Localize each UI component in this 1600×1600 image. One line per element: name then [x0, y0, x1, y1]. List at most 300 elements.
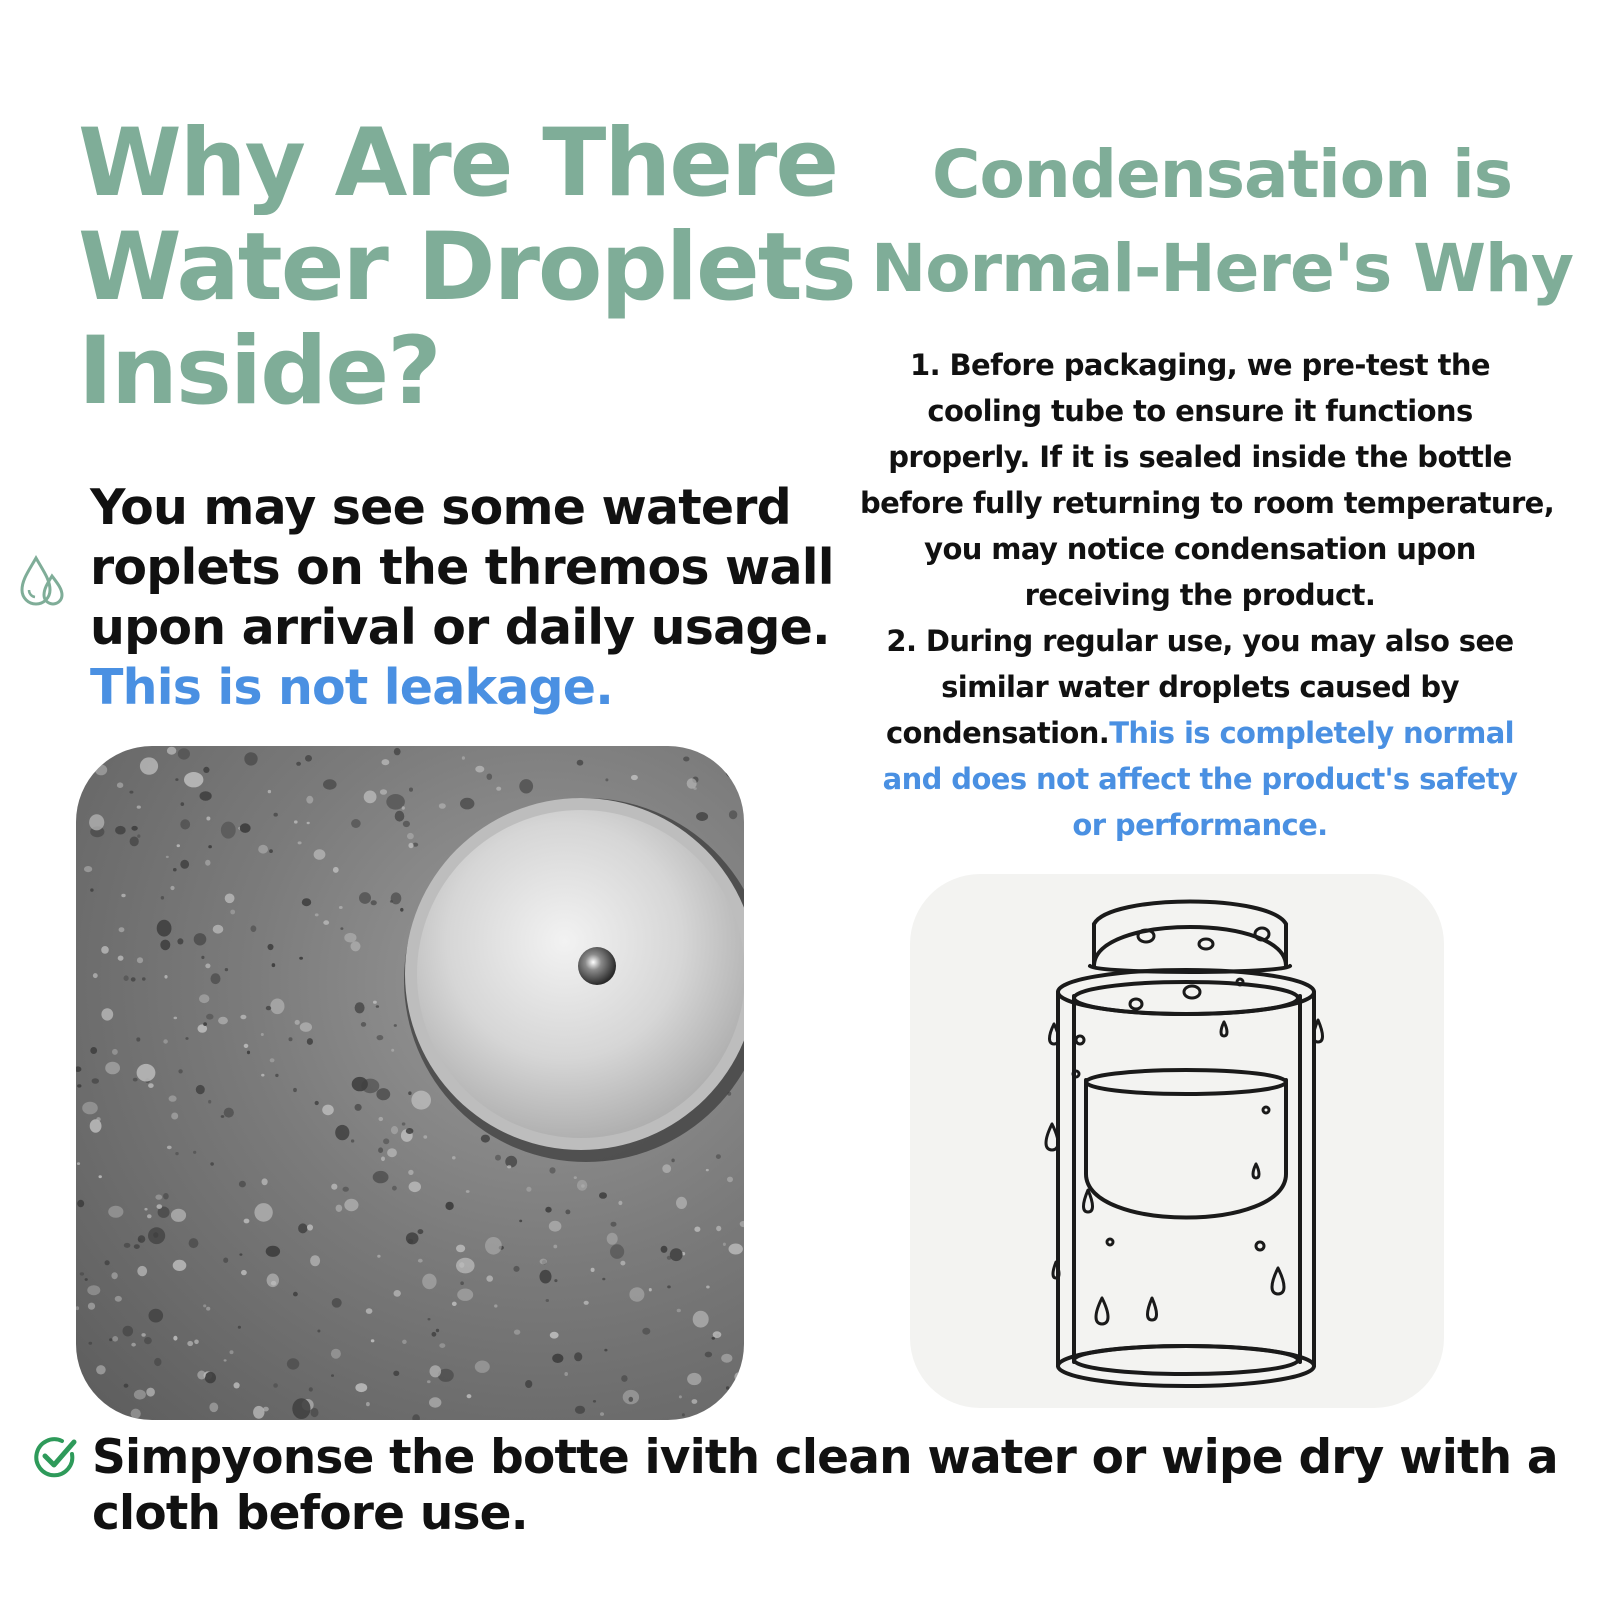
footer-line-1: Simpyonse the botte ivith clean water or wipe dry with a: [92, 1430, 1558, 1485]
water-droplet: [153, 1232, 158, 1238]
water-droplet: [705, 1352, 712, 1358]
water-droplet: [552, 1354, 563, 1363]
water-droplet: [460, 798, 474, 810]
water-droplet: [452, 1302, 457, 1306]
water-droplet: [171, 1113, 178, 1120]
water-droplet: [129, 791, 133, 794]
water-droplet: [378, 1147, 383, 1153]
water-droplet: [178, 1069, 182, 1073]
water-droplet: [462, 756, 465, 760]
water-droplet: [565, 1210, 570, 1215]
water-droplet: [452, 1156, 456, 1159]
water-droplet: [387, 1148, 397, 1157]
water-droplet: [408, 1170, 413, 1175]
water-droplet: [323, 920, 329, 925]
water-droplet: [270, 999, 284, 1015]
water-droplet: [178, 748, 190, 759]
condensation-photo: [76, 746, 744, 1420]
water-droplet: [706, 1286, 710, 1289]
water-droplet: [692, 1399, 698, 1404]
body-right-line-6: receiving the product.: [1024, 578, 1376, 612]
water-droplet: [164, 975, 167, 979]
water-droplet: [292, 1398, 310, 1419]
water-droplet: [180, 860, 189, 869]
water-droplet: [173, 1336, 177, 1341]
water-droplet: [89, 814, 104, 830]
water-droplet: [238, 1326, 241, 1329]
water-droplet: [391, 892, 402, 904]
water-droplet: [317, 1330, 320, 1333]
water-droplet: [95, 765, 107, 776]
water-droplet: [247, 1051, 250, 1055]
water-droplet: [306, 796, 313, 804]
body-right-line-9: [860, 710, 1540, 756]
water-droplet: [144, 1208, 147, 1211]
water-droplet: [154, 1358, 161, 1366]
water-droplet: [683, 757, 689, 762]
bottle-cap: [1094, 902, 1286, 967]
water-droplet: [205, 1372, 216, 1383]
water-droplet: [124, 1243, 131, 1248]
water-droplet: [258, 845, 268, 854]
water-droplet: [309, 1387, 313, 1391]
water-droplet: [403, 821, 410, 827]
water-droplet: [485, 1237, 502, 1255]
water-droplet: [331, 1349, 341, 1359]
water-droplet: [629, 1287, 644, 1301]
water-droplet: [90, 1047, 97, 1054]
water-droplet: [218, 1017, 228, 1025]
water-droplet: [310, 1255, 320, 1266]
water-droplet: [101, 1008, 113, 1020]
water-droplet: [273, 1383, 278, 1388]
body-left-highlight: This is not leakage.: [90, 659, 614, 716]
water-droplet: [411, 1091, 431, 1110]
water-droplet: [263, 1407, 269, 1412]
water-droplet: [708, 746, 713, 750]
body-left-line-3: upon arrival or daily usage.: [90, 599, 830, 656]
water-droplet: [137, 957, 143, 963]
water-droplet: [289, 1037, 293, 1041]
water-droplet: [294, 820, 298, 823]
water-droplet: [307, 822, 310, 824]
water-droplet: [76, 1066, 81, 1072]
footer-instruction: [92, 1430, 1558, 1542]
water-droplet: [234, 1382, 240, 1388]
water-droplet: [429, 1397, 441, 1407]
water-droplet: [101, 946, 109, 954]
water-droplet: [171, 1209, 186, 1222]
water-droplet: [144, 1337, 152, 1344]
water-droplet: [123, 1326, 134, 1337]
headline-left-line-3: Inside?: [78, 317, 440, 426]
water-droplet: [642, 1328, 650, 1335]
water-droplet: [124, 975, 129, 981]
water-droplet: [340, 927, 343, 930]
water-droplet: [193, 1151, 196, 1154]
water-droplet: [163, 1193, 169, 1199]
water-droplet: [394, 1290, 401, 1297]
water-droplet: [731, 751, 742, 762]
water-droplet: [525, 1380, 532, 1388]
water-droplet: [90, 1119, 102, 1132]
water-droplet: [734, 1372, 742, 1381]
water-droplet: [376, 1088, 390, 1100]
water-droplet: [409, 788, 413, 792]
body-right-line-5: you may notice condensation upon: [924, 532, 1476, 566]
water-droplet: [266, 1006, 271, 1010]
water-droplet: [208, 1100, 211, 1104]
water-droplet: [457, 1289, 473, 1301]
water-droplet: [221, 1115, 225, 1118]
water-droplet: [392, 1186, 397, 1191]
headline-right-line-2: Normal-Here's Why: [870, 230, 1574, 307]
water-droplet: [311, 1408, 319, 1417]
water-droplet: [131, 1343, 136, 1347]
water-droplet: [244, 1044, 249, 1048]
water-droplet: [266, 1246, 280, 1257]
water-droplet: [175, 1152, 178, 1155]
water-droplet: [344, 1199, 358, 1211]
water-droplet: [90, 888, 93, 891]
water-droplet: [400, 908, 403, 912]
water-droplet: [137, 1064, 156, 1082]
water-droplet: [173, 868, 177, 871]
water-droplet: [223, 1258, 228, 1263]
water-droplet: [564, 1372, 568, 1376]
water-droplet: [740, 1221, 744, 1227]
water-droplet: [206, 1014, 213, 1020]
water-droplet: [210, 1162, 214, 1165]
water-droplet: [333, 867, 339, 873]
water-droplet: [331, 1374, 334, 1377]
water-droplet: [599, 1192, 607, 1199]
water-droplet: [605, 778, 608, 781]
water-droplet: [402, 1340, 407, 1344]
water-droplet: [209, 1403, 218, 1413]
water-droplet: [180, 819, 190, 829]
water-droplet: [459, 1262, 464, 1268]
water-droplet: [610, 1244, 624, 1259]
water-droplet: [460, 1281, 464, 1285]
body-right-line-8: similar water droplets caused by: [941, 670, 1459, 704]
water-droplet: [295, 1020, 300, 1025]
water-droplet: [93, 973, 98, 978]
water-droplet: [105, 1062, 120, 1075]
water-droplet: [427, 1380, 431, 1383]
water-droplet: [519, 1220, 522, 1223]
water-droplet: [723, 1243, 726, 1246]
water-droplet: [146, 1388, 155, 1397]
water-droplet: [224, 1359, 227, 1361]
water-droplet: [439, 803, 446, 809]
water-droplet: [174, 1017, 178, 1020]
water-droplet: [393, 1371, 399, 1376]
water-droplet: [315, 1101, 319, 1105]
water-droplet: [181, 802, 185, 806]
water-droplet: [225, 968, 228, 971]
water-droplet: [725, 762, 742, 779]
body-right-line-9-blue: This is completely normal: [1109, 716, 1515, 750]
water-droplet: [298, 841, 302, 844]
water-droplet: [667, 1285, 671, 1288]
water-droplet: [364, 791, 377, 804]
water-droplet: [167, 747, 176, 755]
water-droplet: [262, 1178, 268, 1185]
water-droplet: [670, 1248, 683, 1261]
water-droplet: [687, 1373, 701, 1385]
water-droplet: [729, 1244, 743, 1255]
water-droplet: [275, 1074, 278, 1077]
water-droplet: [194, 1340, 199, 1345]
water-droplet: [445, 1202, 453, 1210]
water-droplet: [507, 1165, 511, 1168]
water-droplet: [713, 1331, 722, 1338]
water-droplet: [205, 964, 210, 969]
water-droplet: [124, 1384, 129, 1388]
water-droplet: [545, 1207, 551, 1213]
water-droplet: [302, 898, 311, 906]
water-droplet: [395, 811, 405, 822]
water-droplet: [706, 1169, 709, 1171]
water-droplet: [131, 977, 136, 981]
water-droplet: [142, 977, 146, 980]
water-droplet: [307, 1224, 313, 1230]
body-right-highlight-line-1: and does not affect the product's safety: [882, 762, 1518, 796]
water-droplet: [377, 1035, 384, 1040]
water-droplet: [432, 1332, 437, 1337]
water-droplet: [696, 812, 708, 821]
lid-hole: [578, 947, 616, 985]
water-droplet: [203, 1304, 206, 1307]
water-droplet: [175, 778, 178, 781]
water-droplet: [726, 1386, 729, 1389]
water-droplet: [96, 1365, 106, 1374]
water-droplet: [361, 1079, 379, 1094]
water-droplet: [553, 1245, 557, 1249]
headline-left-line-1: Why Are There: [78, 109, 838, 218]
water-droplet: [667, 1256, 672, 1260]
water-droplet: [540, 1270, 552, 1284]
water-droplet: [475, 766, 484, 773]
water-droplet: [241, 1270, 247, 1275]
water-droplet: [76, 752, 82, 759]
water-droplet: [729, 810, 737, 819]
water-droplet: [382, 759, 390, 765]
water-droplet: [177, 938, 183, 944]
water-droplet: [366, 1402, 370, 1406]
water-droplet: [540, 1259, 547, 1265]
water-droplet: [134, 1390, 146, 1400]
water-droplet: [611, 1222, 617, 1227]
water-droplet: [137, 834, 140, 837]
water-droplet: [137, 806, 141, 809]
water-droplet: [194, 933, 207, 945]
water-droplet: [671, 1159, 674, 1163]
water-droplet: [418, 1259, 423, 1263]
water-droplet: [487, 774, 493, 780]
water-level: [1086, 1070, 1286, 1094]
water-droplet: [728, 747, 732, 752]
water-droplet: [422, 1274, 436, 1290]
water-droplet: [221, 822, 236, 839]
water-droplet: [574, 1176, 577, 1179]
water-droplet: [693, 1311, 709, 1328]
water-droplet: [261, 1033, 264, 1036]
water-droplet: [88, 1303, 95, 1310]
check-circle-icon: [32, 1434, 80, 1482]
water-droplet: [244, 1219, 250, 1224]
water-droplet: [225, 894, 235, 904]
water-droplet: [118, 956, 124, 961]
water-droplet: [76, 1378, 79, 1382]
water-droplet: [339, 906, 343, 909]
water-droplet: [371, 1339, 375, 1342]
water-droplet: [505, 1156, 517, 1168]
water-droplet: [494, 1304, 497, 1307]
water-droplet: [351, 1139, 354, 1142]
bottle-body-inner: [1074, 996, 1300, 1362]
water-droplet: [230, 1350, 234, 1354]
water-droplet: [430, 1365, 442, 1377]
water-droplet: [137, 1266, 147, 1276]
water-droplet: [391, 1126, 398, 1134]
water-droplet: [287, 1358, 299, 1369]
water-droplet: [475, 1361, 490, 1373]
water-droplet: [355, 1104, 362, 1111]
water-droplet: [408, 1091, 411, 1095]
body-left-line-1: You may see some waterd: [90, 479, 791, 536]
water-droplet: [513, 1266, 519, 1272]
water-droplet: [716, 1154, 721, 1159]
water-droplet: [549, 1221, 562, 1232]
water-droplet: [170, 886, 174, 890]
water-droplet: [344, 933, 356, 943]
water-droplet: [361, 1022, 366, 1027]
water-droplet: [402, 806, 405, 809]
water-droplet: [208, 845, 212, 848]
body-left-line-2: roplets on the thremos wall: [90, 539, 834, 596]
water-droplet: [299, 957, 303, 960]
water-droplet: [230, 910, 235, 915]
water-droplet: [239, 1253, 242, 1255]
body-right: [860, 342, 1555, 848]
water-droplet: [359, 892, 371, 904]
water-droplet: [661, 1246, 668, 1253]
water-droplet: [456, 1258, 475, 1274]
water-droplet: [679, 1395, 682, 1398]
water-droplet: [486, 1275, 493, 1281]
water-droplet: [694, 1227, 700, 1232]
water-droplet: [584, 1301, 589, 1305]
water-droplet: [96, 1117, 100, 1121]
water-droplet: [496, 787, 501, 791]
water-droplet: [343, 1187, 349, 1192]
water-droplets-icon: [18, 552, 68, 610]
body-right-line-2: cooling tube to ensure it functions: [927, 394, 1473, 428]
water-droplet: [200, 791, 212, 801]
water-droplet: [351, 819, 361, 828]
water-droplet: [600, 1412, 604, 1416]
water-droplet: [546, 1299, 549, 1302]
water-droplet: [140, 757, 158, 774]
water-droplet: [77, 1084, 81, 1087]
water-droplet: [240, 1015, 246, 1020]
water-droplet: [267, 1274, 279, 1288]
water-droplet: [117, 782, 123, 788]
water-droplet: [371, 900, 377, 905]
water-droplet: [366, 1308, 373, 1314]
water-droplet: [199, 994, 209, 1003]
water-droplet: [677, 1309, 681, 1313]
water-droplet: [141, 1333, 145, 1337]
water-droplet: [157, 1204, 163, 1209]
water-droplet: [351, 941, 361, 951]
water-droplet: [549, 1167, 555, 1173]
water-droplet: [593, 1400, 596, 1403]
water-droplet: [148, 1083, 154, 1088]
water-droplet: [323, 779, 337, 789]
bottle-bottom-ellipse-inner: [1074, 1346, 1298, 1374]
water-droplet: [109, 1338, 112, 1341]
water-droplet: [254, 1203, 272, 1222]
water-droplet: [331, 1184, 337, 1190]
body-right-line-9-black: condensation.: [885, 716, 1110, 750]
water-droplet: [409, 1182, 421, 1193]
water-droplet: [84, 866, 92, 872]
water-droplet: [131, 1409, 141, 1419]
water-droplet: [169, 1095, 177, 1101]
water-droplet: [305, 755, 312, 762]
water-droplet: [80, 1272, 84, 1275]
water-droplet: [591, 1268, 595, 1272]
water-droplet: [526, 1187, 531, 1192]
water-droplet: [121, 894, 125, 897]
water-droplet: [577, 760, 584, 766]
water-droplet: [201, 956, 204, 959]
body-right-highlight-line-2: or performance.: [1072, 808, 1328, 842]
water-droplet: [394, 1024, 397, 1027]
inner-cup: [1086, 1080, 1286, 1218]
water-droplet: [298, 1223, 307, 1233]
body-left: [90, 478, 834, 718]
water-droplet: [373, 1171, 389, 1183]
water-droplet: [270, 1058, 275, 1062]
water-droplet: [166, 856, 169, 858]
water-droplet: [466, 1190, 470, 1193]
water-droplet: [115, 1296, 122, 1302]
water-droplet: [481, 1135, 490, 1143]
water-droplet: [716, 1226, 721, 1231]
water-droplet: [211, 973, 221, 984]
water-droplet: [203, 767, 209, 773]
water-droplet: [163, 1039, 168, 1043]
water-droplet: [495, 1155, 501, 1161]
water-droplet: [112, 1049, 118, 1055]
water-droplet: [269, 849, 273, 853]
water-droplet: [467, 1394, 472, 1398]
water-droplet: [115, 826, 126, 835]
water-droplet: [383, 1138, 389, 1144]
water-droplet: [87, 1285, 100, 1295]
water-droplet: [408, 1239, 414, 1244]
water-droplet: [682, 1413, 685, 1416]
footer-line-2: cloth before use.: [92, 1486, 528, 1541]
water-droplet: [550, 1332, 559, 1339]
water-droplet: [406, 1128, 414, 1134]
water-droplet: [177, 844, 180, 847]
water-droplet: [314, 849, 326, 860]
